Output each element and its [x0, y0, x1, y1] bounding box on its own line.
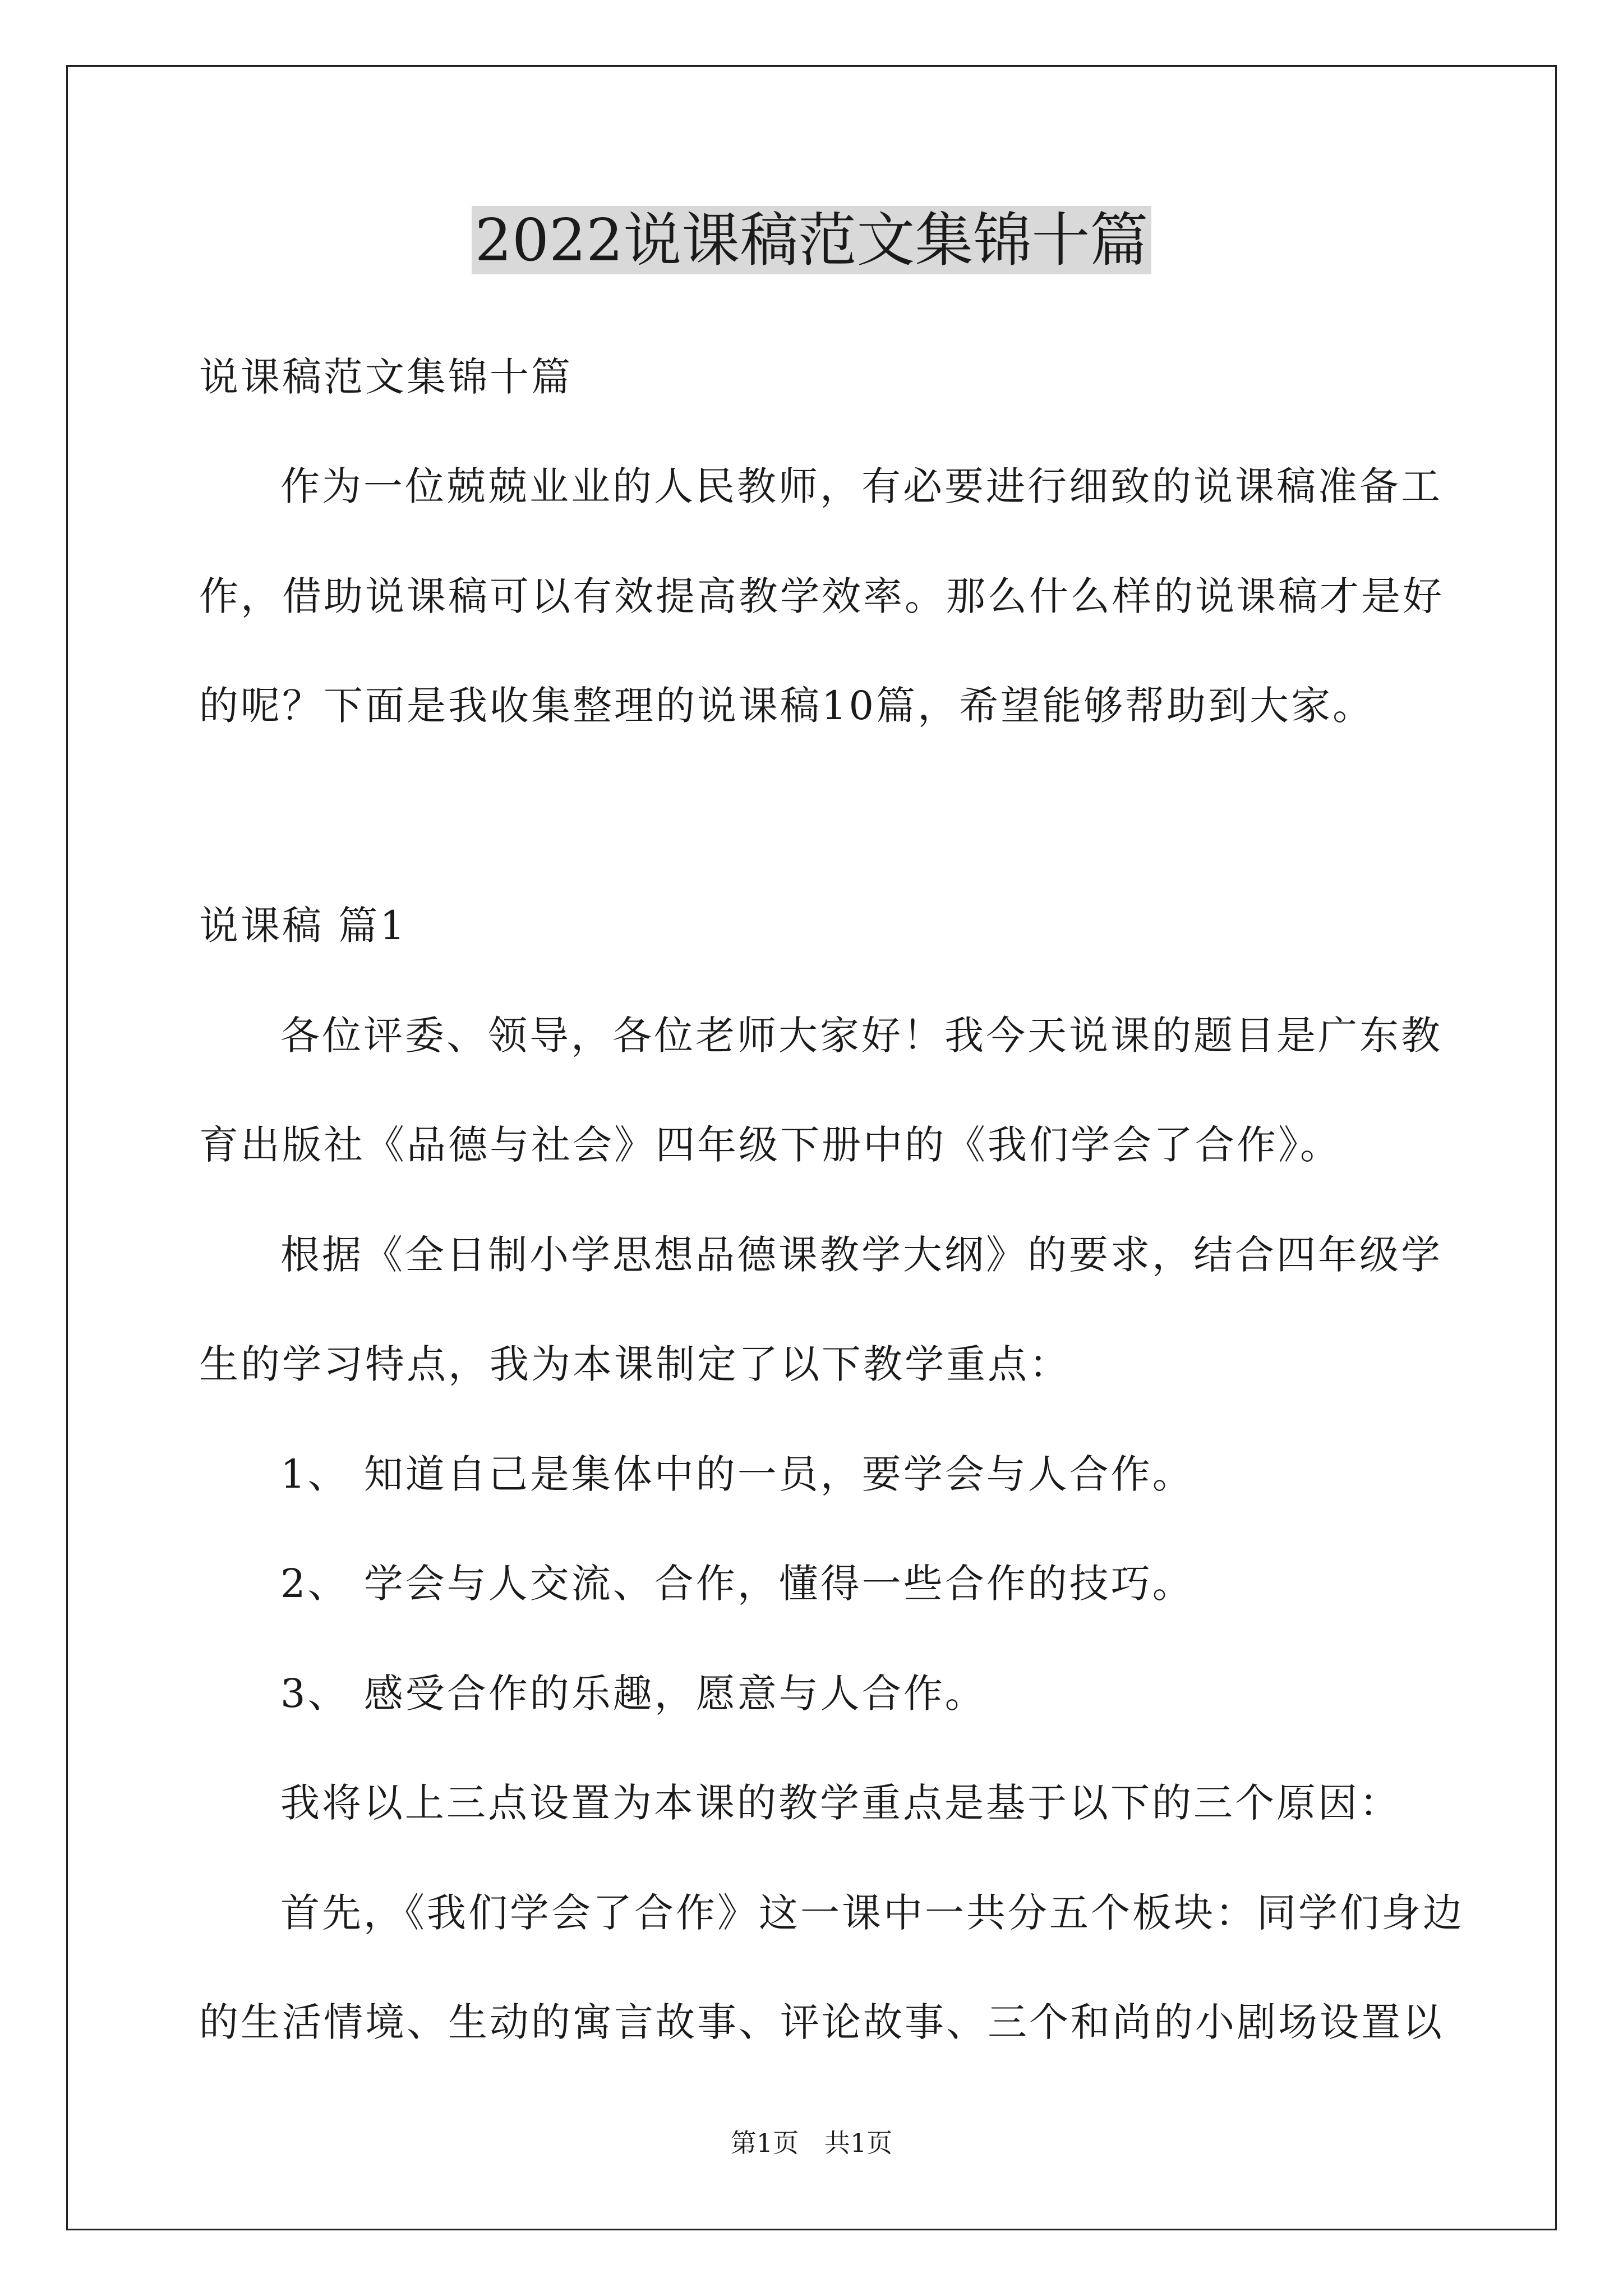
list-item-2: 2、 学会与人交流、合作，懂得一些合作的技巧。 [280, 1561, 1194, 1607]
body-line-10: 的生活情境、生动的寓言故事、评论故事、三个和尚的小剧场设置以 [199, 1999, 1444, 2045]
body-line-2: 育出版社《品德与社会》四年级下册中的《我们学会了合作》。 [199, 1122, 1341, 1168]
document-title-text: 2022说课稿范文集锦十篇 [472, 206, 1152, 274]
section-heading: 说课稿 篇1 [199, 903, 407, 949]
body-line-9: 首先，《我们学会了合作》这一课中一共分五个板块：同学们身边 [280, 1890, 1464, 1936]
list-item-3: 3、 感受合作的乐趣，愿意与人合作。 [280, 1671, 986, 1717]
intro-line-2: 作，借助说课稿可以有效提高教学效率。那么什么样的说课稿才是好 [199, 573, 1444, 619]
body-line-1: 各位评委、领导，各位老师大家好！我今天说课的题目是广东教 [280, 1013, 1442, 1059]
document-title [0, 201, 1623, 279]
body-line-8: 我将以上三点设置为本课的教学重点是基于以下的三个原因： [280, 1780, 1401, 1826]
page-footer: 第1页 共1页 [730, 2128, 893, 2158]
body-line-4: 生的学习特点，我为本课制定了以下教学重点： [199, 1341, 1071, 1387]
list-item-1: 1、 知道自己是集体中的一员，要学会与人合作。 [280, 1451, 1194, 1497]
body-line-3: 根据《全日制小学思想品德课教学大纲》的要求，结合四年级学 [280, 1232, 1442, 1278]
intro-line-3: 的呢？下面是我收集整理的说课稿10篇，希望能够帮助到大家。 [199, 683, 1375, 729]
intro-line-1: 作为一位兢兢业业的人民教师，有必要进行细致的说课稿准备工 [280, 463, 1442, 509]
document-subtitle: 说课稿范文集锦十篇 [199, 354, 573, 400]
